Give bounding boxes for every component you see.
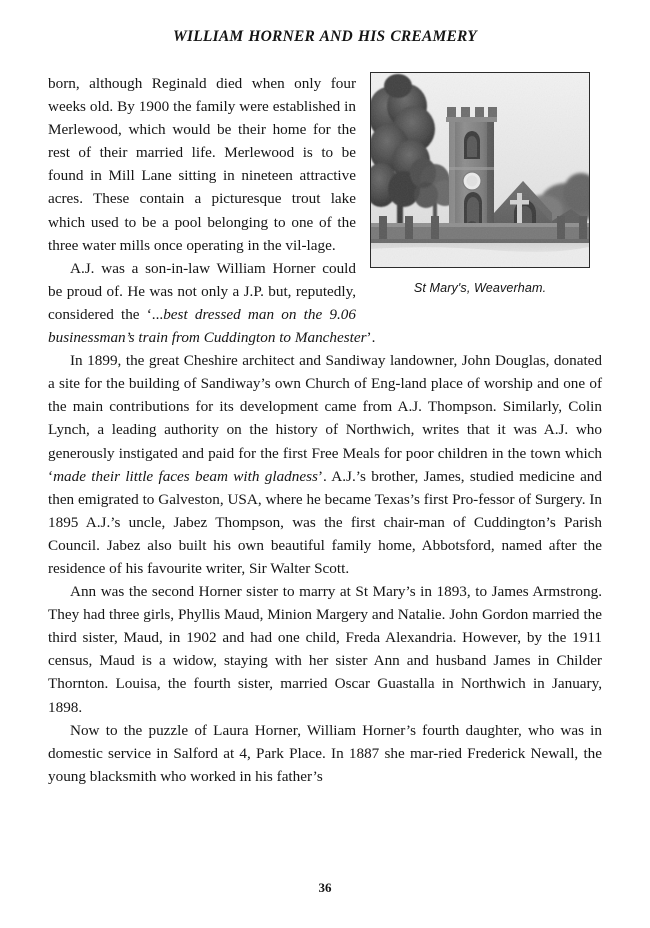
- para-ann-sisters: [48, 580, 602, 719]
- body-text-column: [48, 72, 602, 788]
- italic-run: made their little faces beam with gladness: [53, 467, 318, 485]
- italic-run: best dressed man on the 9.06 businessman’s train from Cuddington to Manchester: [48, 305, 367, 347]
- para-1899-douglas: [48, 349, 602, 580]
- figure-st-marys: [370, 72, 602, 300]
- running-head: WILLIAM HORNER AND HIS CREAMERY: [173, 28, 477, 45]
- figure-caption: St Mary's, Weaverham.: [413, 281, 547, 295]
- para-laura-horner: [48, 719, 602, 788]
- text-run: ’. A.J.’s brother, James, studied medicine and then emigrated to Galveston, USA, where he became Texas’s first Pro-fessor of Surgery. In 1895 A.J.’s uncle, Jabez Thompson, was the first chair-man of Cuddington’s Parish Council. Jabez also built his own beautiful family home, Abbotsford, named after the residence of his favourite writer, Sir Walter Scott.: [48, 467, 602, 577]
- text-run: In 1899, the great Cheshire architect and Sandiway landowner, John Douglas, donated a site for the building of Sandiway’s own Church of Eng-land place of worship and one of the main contributions for its development came from A.J. Thompson. Similarly, Colin Lynch, a leading authority on the history of Northwich, writes that it was A.J. who generously instigated and paid for the first Free Meals for poor children in the town which ‘: [48, 352, 602, 485]
- text-run: Ann was the second Horner sister to marry at St Mary’s in 1893, to James Armstrong. They had three girls, Phyllis Maud, Minion Margery and Natalie. John Gordon married the third sister, Maud, in 1902 and had one child, Freda Alexandria. However, by the 1911 census, Maud is a widow, staying with her sister Ann and husband James in Childer Thornton. Louisa, the fourth sister, married Oscar Guastalla in Northwich in January, 1898.: [48, 583, 602, 716]
- text-run: A.J. was a son-in-law William Horner could be proud of. He was not only a J.P. but, reputedly, considered the ‘...: [48, 259, 356, 323]
- text-run: ’.: [366, 329, 376, 347]
- text-run: born, although Reginald died when only four weeks old. By 1900 the family were established in Merlewood, which would be their home for the rest of their married life. Merlewood is to be found in Mill Lane sitting in nineteen attractive acres. These contain a picturesque trout lake which used to be a pool belonging to one of the three water mills once operating in the vil-lage.: [48, 75, 356, 254]
- photograph: [370, 72, 590, 268]
- text-run: Now to the puzzle of Laura Horner, William Horner’s fourth daughter, who was in domestic service in Salford at 4, Park Place. In 1887 she mar-ried Frederick Newall, the young blacksmith who worked in his father’s: [48, 721, 602, 785]
- page-number: 36: [318, 880, 332, 895]
